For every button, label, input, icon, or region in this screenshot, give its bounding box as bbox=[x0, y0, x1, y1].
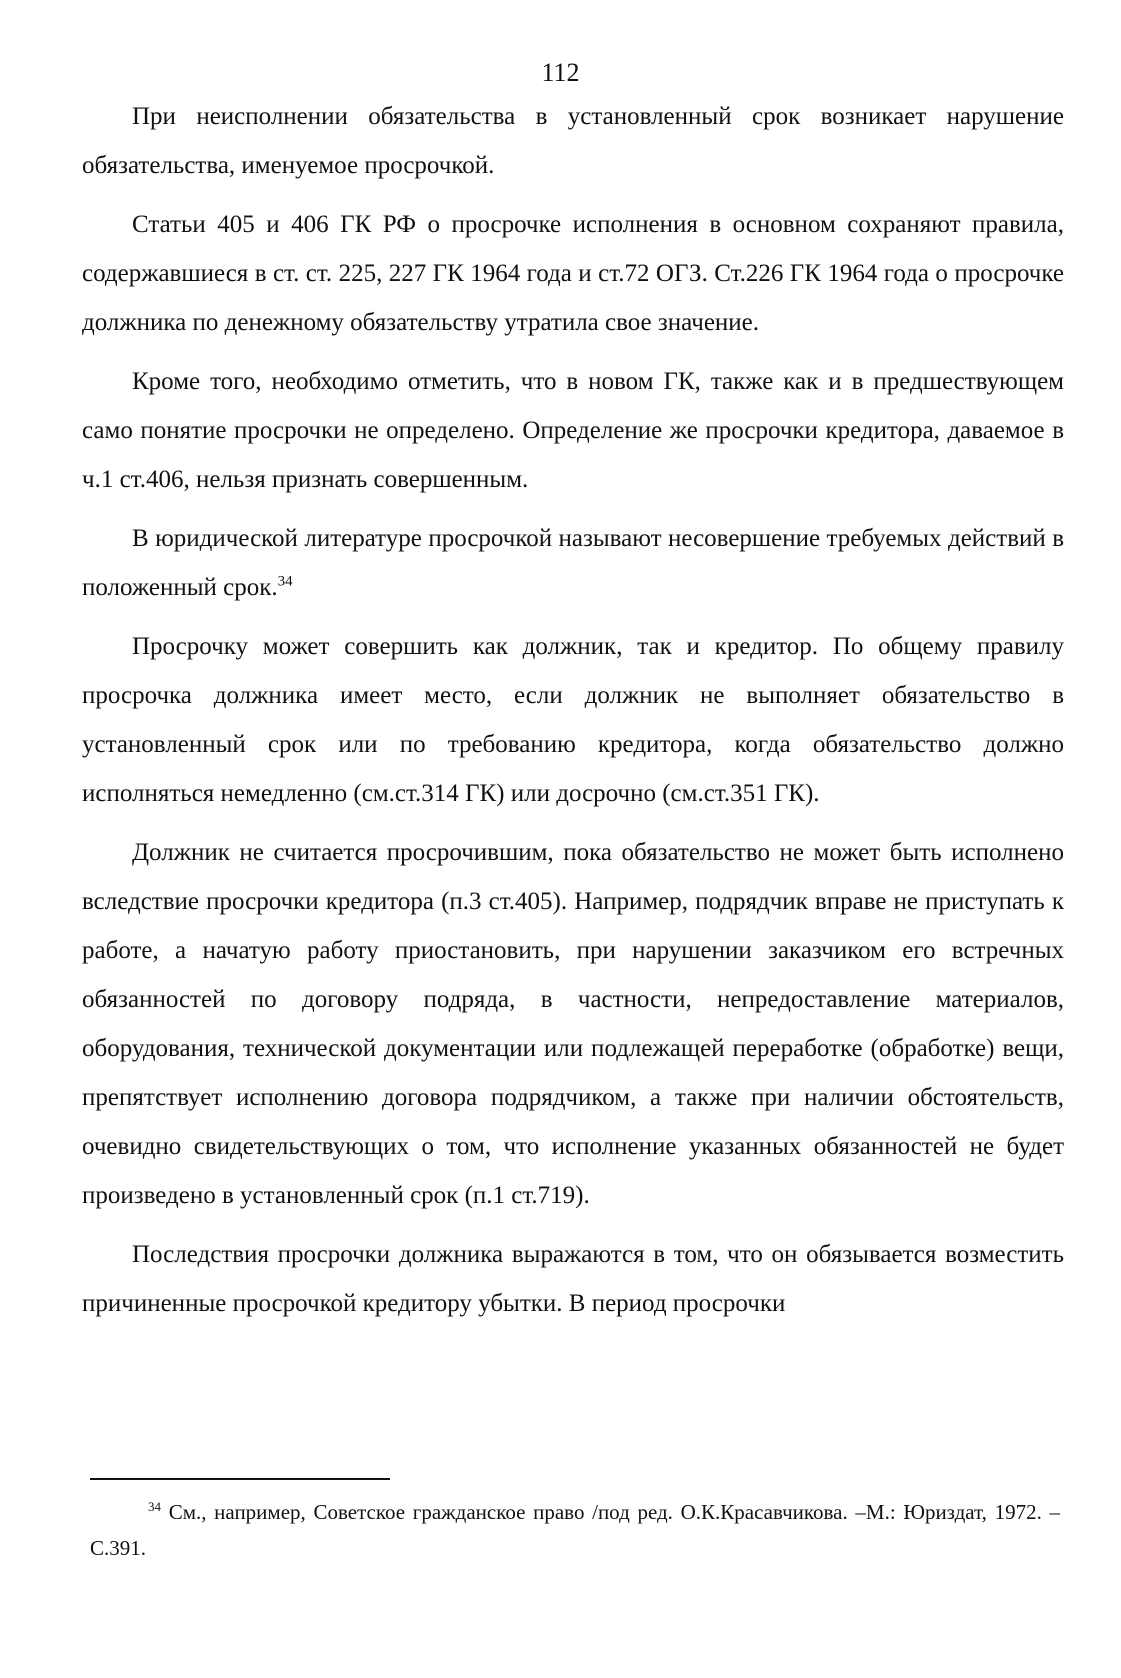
footnote-reference[interactable]: 34 bbox=[277, 573, 293, 590]
paragraph-3: Кроме того, необходимо отметить, что в новом ГК, также как и в предшествующем само понятие просрочки не определено. Определение же просрочки кредитора, даваемое в ч.1 ст.406, нельзя признать совершенным. bbox=[82, 368, 1064, 493]
body-text bbox=[82, 92, 1064, 1338]
paragraph-4-text: В юридической литературе просрочкой называют несовершение требуемых действий в положенный срок. bbox=[82, 525, 1064, 601]
footnote-marker: 34 bbox=[148, 1499, 161, 1514]
paragraph-2: Статьи 405 и 406 ГК РФ о просрочке исполнения в основном сохраняют правила, содержавшиеся в ст. ст. 225, 227 ГК 1964 года и ст.72 ОГЗ. Ст.226 ГК 1964 года о просрочке должника по денежному обязательству утратила свое значение. bbox=[82, 211, 1064, 336]
paragraph-5: Просрочку может совершить как должник, так и кредитор. По общему правилу просрочка должника имеет место, если должник не выполняет обязательство в установленный срок или по требованию кредитора, когда обязательство должно исполняться немедленно (см.ст.314 ГК) или досрочно (см.ст.351 ГК). bbox=[82, 633, 1064, 807]
footnote-divider bbox=[90, 1478, 390, 1480]
footnote bbox=[90, 1494, 1060, 1566]
footnote-text: См., например, Советское гражданское право /под ред. О.К.Красавчикова. –М.: Юриздат, 1972. –С.391. bbox=[90, 1500, 1061, 1560]
paragraph-4 bbox=[82, 514, 1064, 612]
page-number: 112 bbox=[541, 58, 580, 87]
paragraph-6: Должник не считается просрочившим, пока обязательство не может быть исполнено вследствие просрочки кредитора (п.3 ст.405). Например, подрядчик вправе не приступать к работе, а начатую работу приостановить, при нарушении заказчиком его встречных обязанностей по договору подряда, в частности, непредоставление материалов, оборудования, технической документации или подлежащей переработке (обработке) вещи, препятствует исполнению договора подрядчиком, а также при наличии обстоятельств, очевидно свидетельствующих о том, что исполнение указанных обязанностей не будет произведено в установленный срок (п.1 ст.719). bbox=[82, 839, 1064, 1209]
paragraph-1: При неисполнении обязательства в установленный срок возникает нарушение обязательства, именуемое просрочкой. bbox=[82, 103, 1064, 179]
paragraph-7: Последствия просрочки должника выражаются в том, что он обязывается возместить причиненные просрочкой кредитору убытки. В период просрочки bbox=[82, 1241, 1064, 1317]
